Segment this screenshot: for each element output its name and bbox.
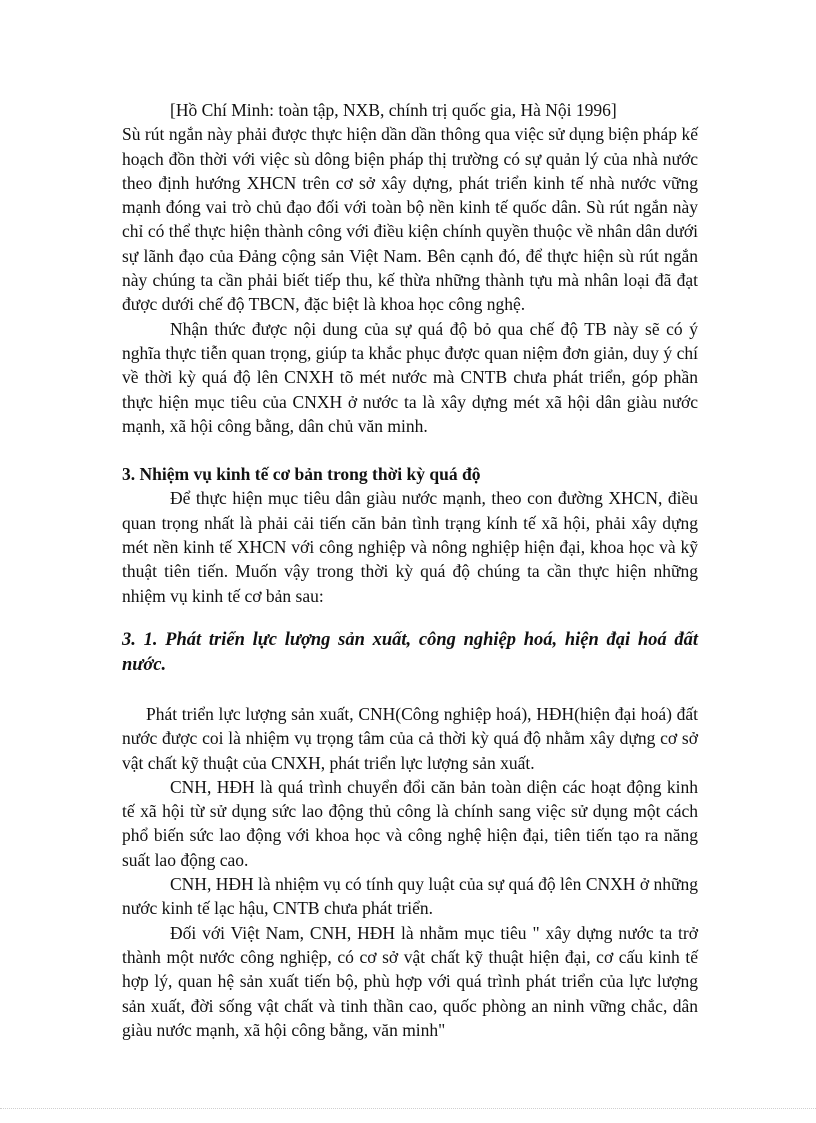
citation: [Hồ Chí Minh: toàn tập, NXB, chính trị quốc gia, Hà Nội 1996]: [170, 100, 617, 120]
paragraph-2: Nhận thức được nội dung của sự quá độ bỏ qua chế độ TB này sẽ có ý nghĩa thực tiễn quan trọng, giúp ta khắc phục được quan niệm đơn giản, duy ý chí về thời kỳ quá độ lên CNXH tõ mét nước mà CNTB chưa phát triển, góp phần thực hiện mục tiêu của CNXH ở nước ta là xây dựng mét xã hội dân giàu nước mạnh, xã hội công bằng, dân chủ văn minh.: [122, 318, 698, 436]
section-heading-3: 3. Nhiệm vụ kinh tế cơ bản trong thời kỳ quá độ: [122, 464, 481, 485]
paragraph-3: Để thực hiện mục tiêu dân giàu nước mạnh, theo con đường XHCN, điều quan trọng nhất là phải cải tiến căn bản tình trạng kính tế xã hội, phải xây dựng mét nền kinh tế XHCN với công nghiệp và nông nghiệp hiện đại, khoa học và kỹ thuật tiên tiến. Muốn vậy trong thời kỳ quá độ chúng ta cần thực hiện những nhiệm vụ kinh tế cơ bản sau:: [122, 488, 698, 606]
paragraph-1: Sù rút ngắn này phải được thực hiện dần dần thông qua việc sử dụng biện pháp kế hoạch đồn thời với việc sù dông biện pháp thị trường có sự quản lý của nhà nước theo định hướng XHCN trên cơ sở xây dựng, phát triển kinh tế nhà nước vững mạnh đóng vai trò chủ đạo đối với toàn bộ nền kinh tế quốc dân. Sù rút ngắn này chỉ có thể thực hiện thành công với điều kiện chính quyền thuộc về nhân dân dưới sự lãnh đạo của Đảng cộng sản Việt Nam. Bên cạnh đó, để thực hiện sù rút ngắn này chúng ta cần phải biết tiếp thu, kế thừa những thành tựu mà nhân loại đã đạt được dưới chế độ TBCN, đặc biệt là khoa học công nghệ.: [122, 124, 698, 315]
document-body: [122, 98, 698, 1042]
page-bottom-divider: [0, 1108, 816, 1109]
paragraph-4: Phát triển lực lượng sản xuất, CNH(Công nghiệp hoá), HĐH(hiện đại hoá) đất nước được coi là nhiệm vụ trọng tâm của cả thời kỳ quá độ nhằm xây dựng cơ sở vật chất kỹ thuật của CNXH, phát triển lực lượng sản xuất.: [122, 703, 698, 773]
paragraph-5: CNH, HĐH là quá trình chuyển đổi căn bản toàn diện các hoạt động kinh tế xã hội từ sử dụng sức lao động thủ công là chính sang việc sử dụng một cách phổ biến sức lao động với khoa học và công nghệ hiện đại, tiên tiến tạo ra năng suất lao động cao.: [122, 776, 698, 870]
paragraph-7: Đối với Việt Nam, CNH, HĐH là nhằm mục tiêu " xây dựng nước ta trở thành một nước công nghiệp, có cơ sở vật chất kỹ thuật hiện đại, cơ cấu kinh tế hợp lý, quan hệ sản xuất tiến bộ, phù hợp với quá trình phát triển của lực lượng sản xuất, đời sống vật chất và tinh thần cao, quốc phòng an ninh vững chắc, dân giàu nước mạnh, xã hội công bằng, văn minh": [122, 922, 698, 1040]
section-heading-3-1: 3. 1. Phát triển lực lượng sản xuất, công nghiệp hoá, hiện đại hoá đất nước.: [122, 629, 698, 675]
paragraph-6: CNH, HĐH là nhiệm vụ có tính quy luật của sự quá độ lên CNXH ở những nước kinh tế lạc hậu, CNTB chưa phát triển.: [122, 874, 698, 919]
